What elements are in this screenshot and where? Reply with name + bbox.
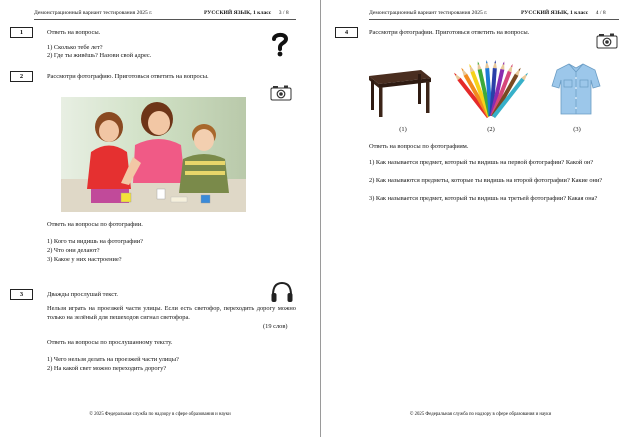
header-rule: [369, 19, 619, 20]
task4-title: Рассмотри фотографии. Приготовься ответить на вопросы.: [369, 29, 530, 36]
table-caption: (1): [399, 126, 407, 133]
header-rule: [34, 19, 296, 20]
task-number-4: 4: [335, 27, 358, 38]
task3-prompt: Ответь на вопросы по прослушанному тексту.: [47, 339, 173, 346]
footer-left: © 2025 Федеральная служба по надзору в сфере образования и науки: [89, 412, 231, 417]
task3-question-2: 2) На какой свет можно переходить дорогу?: [47, 365, 167, 372]
task3-question-1: 1) Чего нельзя делать на проезжей части улицы?: [47, 356, 179, 363]
task4-question-1: 1) Как называется предмет, который ты видишь на первой фотографии? Какой он?: [369, 159, 594, 166]
header-left-text: Демонстрационный вариант тестирования 2025 г.: [369, 10, 488, 16]
camera-icon: [270, 84, 292, 101]
task-number-3: 3: [10, 289, 33, 300]
task1-question-1: 1) Сколько тебе лет?: [47, 44, 103, 51]
children-painting-with-teacher-photo: [61, 97, 246, 212]
task1-title: Ответь на вопросы.: [47, 29, 101, 36]
header-subject: [521, 10, 606, 16]
shirt-photo: [551, 60, 601, 116]
task4-prompt: Ответь на вопросы по фотографиям.: [369, 143, 469, 150]
task3-listening-text: Нельзя играть на проезжей части улицы. Если есть светофор, переходить дорогу можно только на зелёный для пешеходов сигнал светофора.: [47, 305, 296, 321]
headphones-icon: [270, 280, 294, 304]
task2-question-2: 2) Что они делают?: [47, 247, 100, 254]
task3-title: Дважды прослушай текст.: [47, 291, 118, 298]
header-left-text: Демонстрационный вариант тестирования 2025 г.: [34, 10, 153, 16]
task2-title: Рассмотри фотографию. Приготовься ответить на вопросы.: [47, 73, 209, 80]
colored-pencils-photo: [451, 56, 531, 122]
camera-icon: [596, 32, 618, 49]
task2-question-3: 3) Какое у них настроение?: [47, 256, 122, 263]
question-mark-icon: [268, 31, 292, 57]
header-subject: [204, 10, 289, 16]
task2-question-1: 1) Кого ты видишь на фотографии?: [47, 238, 144, 245]
task4-question-3: 3) Как называется предмет, который ты видишь на третьей фотографии? Какая она?: [369, 195, 598, 202]
subject-label: РУССКИЙ ЯЗЫК, 1 класс: [204, 10, 272, 16]
shirt-caption: (3): [573, 126, 581, 133]
page-number: 4 / 8: [595, 10, 606, 16]
task2-prompt: Ответь на вопросы по фотографии.: [47, 221, 143, 228]
page-4: [321, 0, 640, 437]
task-number-2: 2: [10, 71, 33, 82]
pencils-caption: (2): [487, 126, 495, 133]
page-number: 3 / 8: [278, 10, 289, 16]
task4-question-2: 2) Как называются предметы, которые ты видишь на второй фотографии? Какие они?: [369, 177, 603, 184]
footer-right: © 2025 Федеральная служба по надзору в сфере образования и науки: [409, 412, 552, 417]
task3-word-count: (19 слов): [263, 323, 288, 330]
task1-question-2: 2) Где ты живёшь? Назови свой адрес.: [47, 52, 152, 59]
task-number-1: 1: [10, 27, 33, 38]
subject-label: РУССКИЙ ЯЗЫК, 1 класс: [521, 10, 589, 16]
table-photo: [365, 64, 433, 118]
